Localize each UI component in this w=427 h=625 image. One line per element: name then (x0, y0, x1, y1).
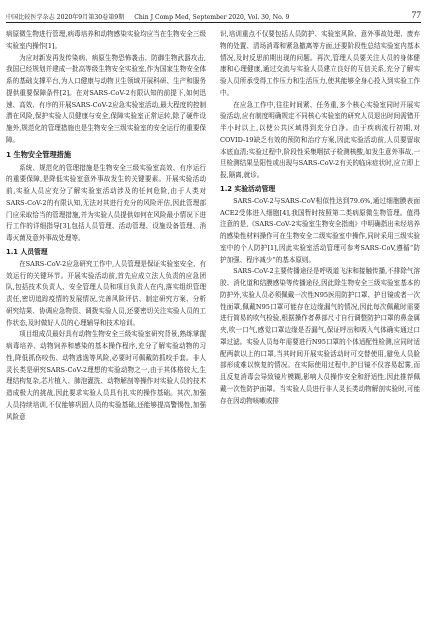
paragraph: 在应急工作中,往往时间紧、任务重,多个核心实验室同时开展实验活动,应有制度明确规定不同核心实验室的研究人员退出时间需错开半小时以上,以使公共区域得到充分白净。由于疾病流行初期,对COVID-19缺乏有效的预防和治疗方案,因此实验活动前,人员要留取本底血清;实验过程中,阶段性采集咽拭子检测核酸,如发生意外事故,一旦检测结果呈阳性或出现与SARS-CoV-2有关的临床症状时,应立即上报,隔离,就诊。 (220, 100, 420, 179)
paragraph: 项目组成员最好具有动物生物安全三级实验室研究背景,熟练掌握病毒培养、动物饲养和感染的基本操作程序,充分了解实验动物的习性,降低抓伤咬伤、动物逃逸等风险,必要时可佩戴防抓咬手套。非人灵长类是研究SARS-CoV-2理想的实验动物之一,由于其体格较大,生理结构复杂,芯片植入、肺泡灌洗、动物解剖等操作对实验人员的技术造成极大的挑战,因此要求实验人员具有扎实的操作基础。其次,加强人员持续培训,不仅能够巩固人员的实验基础,还能够提高警惕性,加强风险意 (6, 330, 206, 421)
section-heading: 1 生物安全管理措施 (6, 149, 72, 159)
paragraph: 病原微生物进行管理,病毒培养和动物感染实验均应当在生物安全三级实验室内操作[1]。 (6, 30, 206, 50)
paragraph: 识,培训重点不仅要包括人员防护、实验室风险、意外事故处理、废弃物的处置、清场消毒和紧急撤离等方面,还要阶段性总结实验室内基本情况,及时反思前期出现的问题。再次,管理人员要关注人员的身体健康和心理健康,通过交流与实验人员建立良好的互信关系,充分了解实验人员所承受得工作压力和生活压力,使其能够全身心投入到实验工作中。 (220, 30, 420, 97)
running-head (6, 12, 297, 21)
journal-name-en: Chin J Comp Med, September 2020, Vol. 30, No. 9 (134, 14, 290, 21)
paragraph: 为应对新发再发传染病、病原生物恐怖袭击、防御生物武器攻击,我国已经规划并建成一批高等级生物安全实验室,作为国家生物安全体系的基础支撑平台,为人口健康与动物卫生领域开展科研、生产和服务提供重要保障条件[2]。在对SARS-CoV-2有限认知的前提下,如何迅速、高效、有序的开展SARS-CoV-2应急实验室活动,最大程度的控制潜在风险,保护实验人员健康与安全,保障实验室正常运转,除了硬件设施外,规范化的管理措施也是生物安全三级实验室的安全运行的重要保障。 (6, 53, 206, 144)
subsection-heading: 1.2 实验活动管理 (220, 184, 276, 193)
page-header (6, 6, 421, 23)
subsection-heading: 1.1 人员管理 (6, 247, 48, 256)
paragraph: 在SARS-CoV-2应急研究工作中,人员管理是保证实验室安全、有效运行的关键环节。开展实验活动前,首先应成立法人负责的应急团队,包括技术负责人、安全管理人员和项目负责人在内,落实组织管理责任,密切追踪疫情的发展情况,完善风险评估、制定研究方案、分析研究结果、协调应急物资、调拨实验人员,还要密切关注实验人员的工作状态,及时做好人员的心理辅导和技术培训。 (6, 259, 206, 327)
paragraph: 系统、规范化的管理措施是生物安全三级实验室高效、有序运行的重要保障,是降低实验室意外事故发生的关键要素。开展实验活动前,实验人员应充分了解实验室活动涉及的任何危险,由于人类对SARS-CoV-2的有限认知,无法对其进行充分的风险评估,因此管理部门应采取恰当的管理措施,并为实验人员提供如何在风险最小情况下进行工作的详细指导[3],包括人员管理、活动管理、设施设备管理、消毒灭菌及意外事故处理等。 (6, 163, 206, 242)
paragraph: SARS-CoV-2与SARS-CoV相似性达到79.6%,通过细胞膜表面ACE2受体进入细胞[4],我国暂时按照第二类病原微生物管理。值得注意的是,《SARS-CoV-2实验室生物安全指南》中明确指出未经培养的感染性材料操作可在生物安全二级实验室中操作,同时采用三级实验室中的个人防护[1],因此实验室活动管理可参考SARS-CoV,遵循“防护加强、程序减少”的基本原则。 (220, 196, 420, 264)
journal-name-cn: 中国比较医学杂志 2020年9月第30卷第9期 (6, 14, 125, 21)
left-column (6, 29, 206, 621)
paragraph: SARS-CoV-2主要传播途径是呼吸道飞沫和接触传播,不排除气溶胶、消化道和结膜感染等传播途径,因此除生物安全三级实验室基本的防护外,实验人员必须佩戴一次性N95医用防护口罩、护目镜或者一次性面罩,佩戴N95口罩可能存在边缘漏气的情况,因此每次佩戴时需要进行简易的吹气检验,根据操作者鼻部尺寸自行调整防护口罩的鼻金属夹,吹一口气,感觉口罩边缘是否漏气,保证呼出和吸入气体确实通过口罩过滤。实验人员每年需要进行N95口罩的个体适配性检测,应同时适配两款以上的口罩,当其时间开展实验活动时可交替使用,避免人员脸部形成难以恢复的情况。在实际使用过程中,护目镜不仅容易起雾,而且反复消毒会导致镜片模糊,影响人员操作安全和舒适性,因此推荐佩戴一次性防护面罩。当实验人员进行非人灵长类动物解剖实验时,可能存在因动物咳嗽或排 (220, 267, 420, 405)
page-number: 77 (411, 11, 421, 21)
right-column (220, 29, 420, 621)
